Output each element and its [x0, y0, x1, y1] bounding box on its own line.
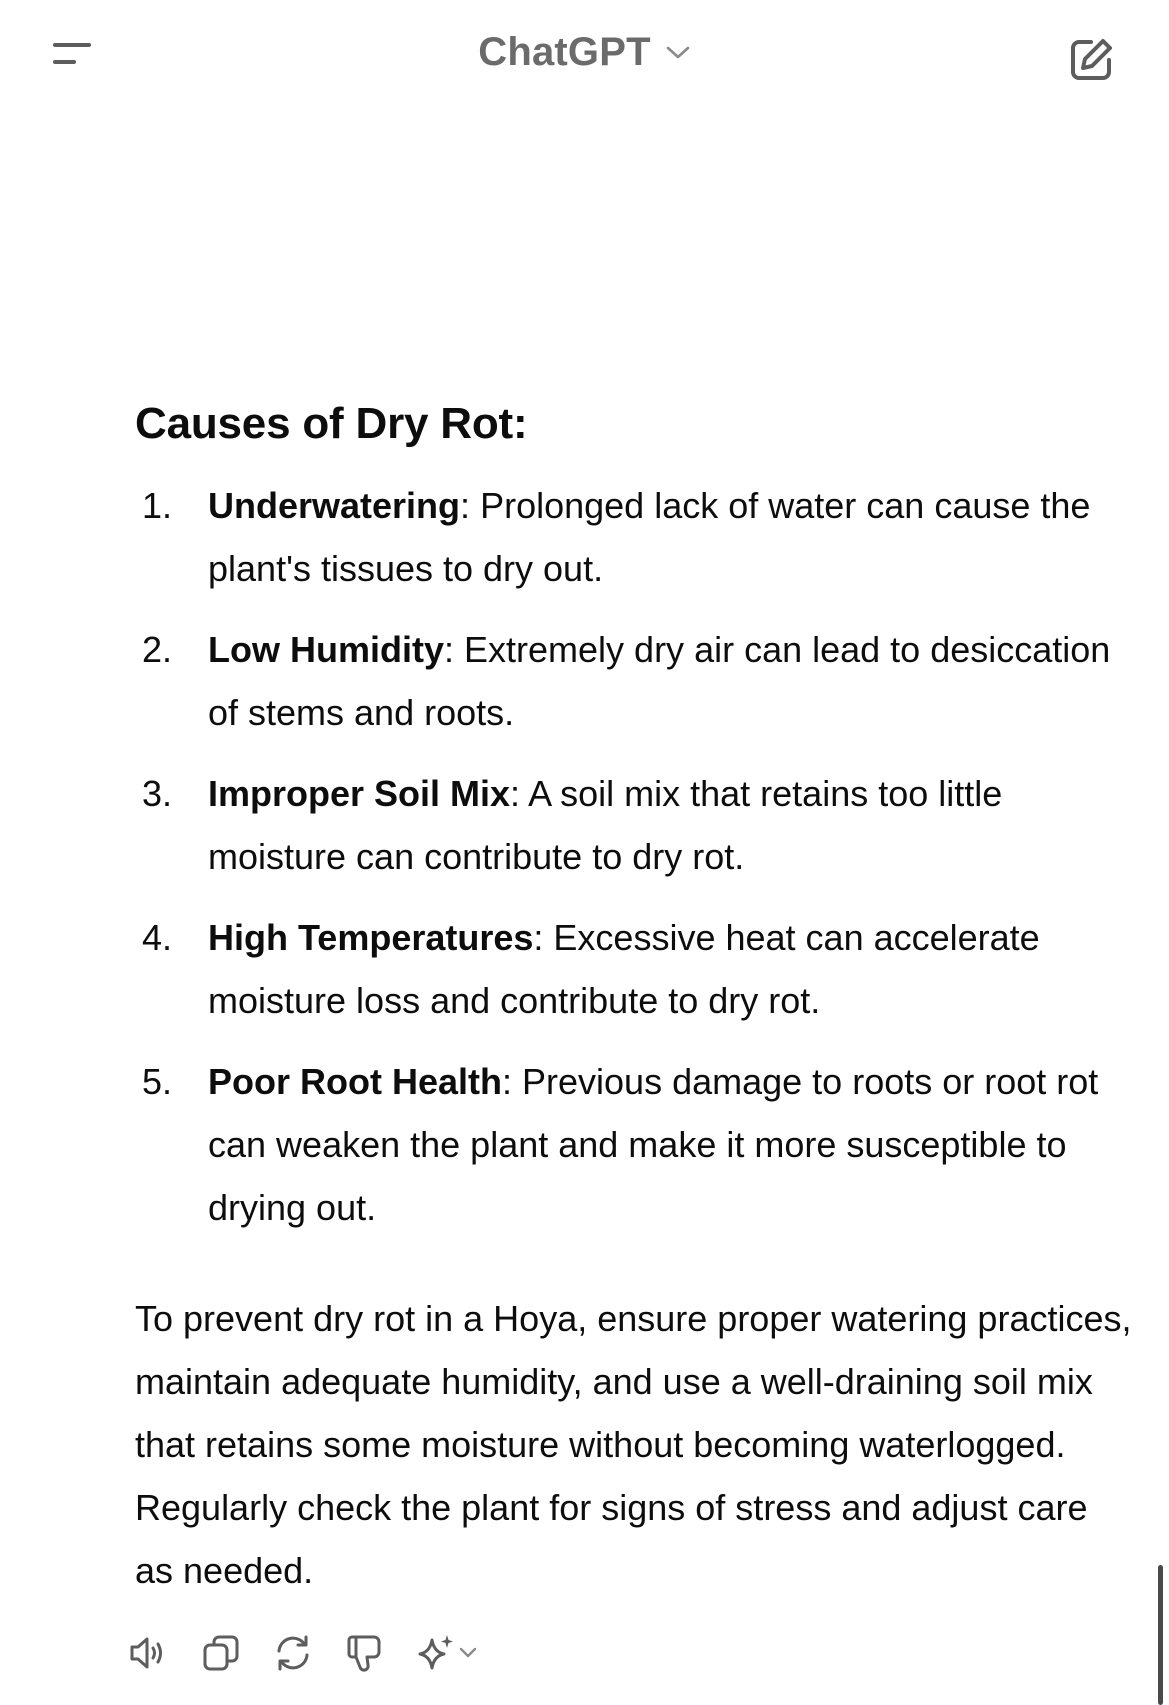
- list-item: [135, 474, 1135, 600]
- cause-term: High Temperatures: [208, 917, 534, 958]
- list-number: 3.: [142, 773, 173, 814]
- cause-term: Low Humidity: [208, 629, 444, 670]
- chevron-down-icon: [665, 45, 691, 61]
- cause-term: Improper Soil Mix: [208, 773, 511, 814]
- new-chat-icon: [1065, 34, 1117, 86]
- assistant-message: [135, 390, 1135, 1602]
- change-model-button[interactable]: [416, 1632, 478, 1674]
- regenerate-button[interactable]: [272, 1632, 314, 1674]
- dislike-button[interactable]: [344, 1632, 386, 1674]
- list-item: [135, 762, 1135, 888]
- model-selector[interactable]: [478, 30, 691, 75]
- cause-text: Previous damage to roots or root rot can weaken the plant and make it more susceptible to drying out.: [208, 1061, 1099, 1228]
- causes-list: [135, 474, 1135, 1239]
- copy-icon: [200, 1632, 242, 1674]
- top-bar: [0, 0, 1169, 120]
- term-separator: :: [460, 485, 471, 526]
- sparkle-icon: [416, 1632, 456, 1674]
- list-item: [135, 1050, 1135, 1239]
- section-heading: Causes of Dry Rot:: [135, 399, 528, 448]
- title-area: [0, 30, 1169, 90]
- app-title: ChatGPT: [478, 30, 651, 74]
- speaker-icon: [128, 1632, 170, 1674]
- scrollbar[interactable]: [1158, 1565, 1163, 1705]
- term-separator: :: [533, 917, 544, 958]
- chevron-down-icon: [458, 1646, 478, 1660]
- term-separator: :: [510, 773, 521, 814]
- cause-text: A soil mix that retains too little moisture can contribute to dry rot.: [208, 773, 1003, 877]
- cause-term: Underwatering: [208, 485, 461, 526]
- cause-term: Poor Root Health: [208, 1061, 502, 1102]
- list-number: 1.: [142, 485, 173, 526]
- message-actions: [128, 1632, 478, 1674]
- cause-text: Prolonged lack of water can cause the plant's tissues to dry out.: [208, 485, 1091, 589]
- term-separator: :: [502, 1061, 513, 1102]
- list-number: 5.: [142, 1061, 173, 1102]
- summary-paragraph: To prevent dry rot in a Hoya, ensure proper watering practices, maintain adequate humidity, and use a well-draining soil mix that retains some moisture without becoming waterlogged. Regularly check the plant for signs of stress and adjust care as needed.: [135, 1298, 1132, 1591]
- cause-text: Excessive heat can accelerate moisture loss and contribute to dry rot.: [208, 917, 1040, 1021]
- thumbs-down-icon: [344, 1632, 386, 1674]
- list-item: [135, 618, 1135, 744]
- copy-button[interactable]: [200, 1632, 242, 1674]
- list-number: 4.: [142, 917, 173, 958]
- regenerate-icon: [272, 1632, 314, 1674]
- read-aloud-button[interactable]: [128, 1632, 170, 1674]
- list-item: [135, 906, 1135, 1032]
- new-chat-button[interactable]: [1065, 34, 1117, 86]
- term-separator: :: [444, 629, 455, 670]
- list-number: 2.: [142, 629, 173, 670]
- cause-text: Extremely dry air can lead to desiccation of stems and roots.: [208, 629, 1111, 733]
